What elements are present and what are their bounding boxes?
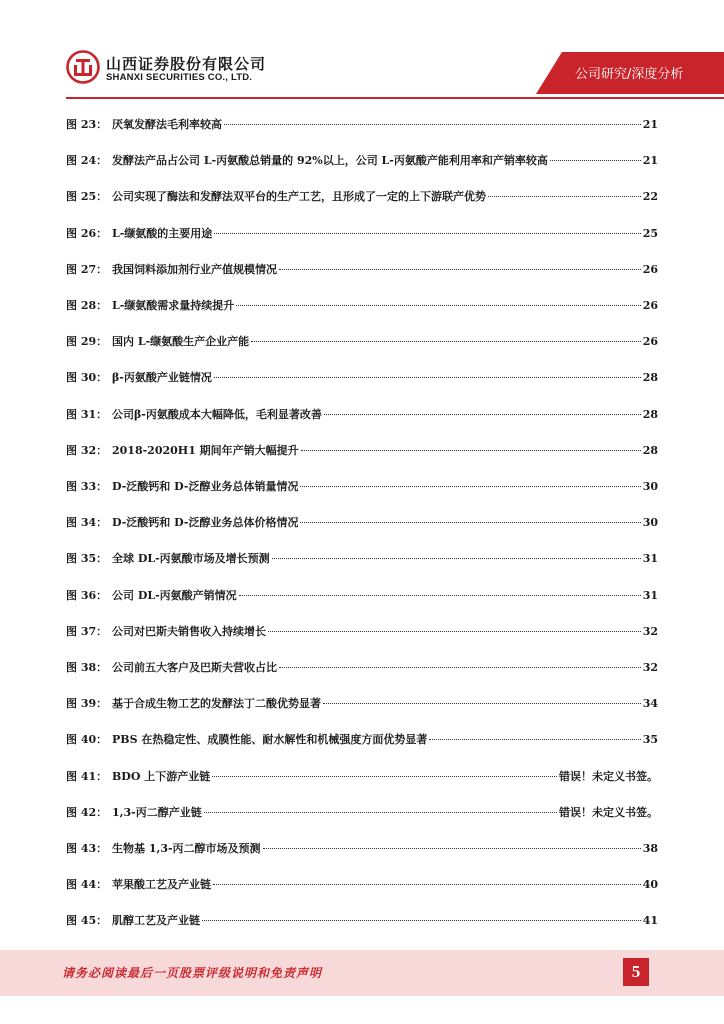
page-reference: 26: [642, 262, 658, 276]
toc-entry[interactable]: [66, 731, 658, 753]
dot-leader: [204, 812, 557, 813]
dot-leader: [301, 450, 641, 451]
figure-number: 图 30：: [66, 371, 108, 385]
figure-number: 图 35：: [66, 552, 108, 566]
figure-title[interactable]: PBS 在热稳定性、成膜性能、耐水解性和机械强度方面优势显著: [112, 733, 428, 747]
page-reference: 30: [642, 480, 658, 493]
header-divider: [66, 97, 724, 99]
dot-leader: [202, 920, 641, 921]
dot-leader: [272, 558, 641, 559]
figure-number: 图 34：: [66, 516, 108, 530]
figure-title[interactable]: 苹果酸工艺及产业链: [112, 878, 211, 892]
figure-title[interactable]: L-缬氨酸需求量持续提升: [112, 299, 235, 312]
figure-number: 图 27：: [66, 262, 108, 276]
figure-title[interactable]: 厌氧发酵法毛利率较高: [112, 118, 222, 131]
figure-number: 图 28：: [66, 299, 108, 312]
page-reference: 21: [642, 154, 658, 168]
figure-number: 图 39：: [66, 697, 108, 711]
toc-entry[interactable]: [66, 297, 658, 319]
page-reference: 32: [642, 624, 658, 638]
figure-number: 图 26：: [66, 226, 108, 240]
toc-entry[interactable]: [66, 514, 658, 536]
figure-title[interactable]: 公司对巴斯夫销售收入持续增长: [112, 624, 266, 638]
dot-leader: [279, 269, 641, 270]
dot-leader: [324, 414, 641, 415]
page-reference: 26: [642, 335, 658, 349]
dot-leader: [213, 884, 641, 885]
figure-number: 图 43：: [66, 842, 108, 855]
toc-entry[interactable]: [66, 478, 658, 500]
toc-entry[interactable]: [66, 912, 658, 934]
toc-entry[interactable]: [66, 116, 658, 138]
dot-leader: [214, 233, 640, 234]
page-reference: 41: [642, 914, 658, 928]
figure-title[interactable]: 国内 L-缬氨酸生产企业产能: [112, 335, 250, 349]
page-reference: 错误！未定义书签。: [559, 805, 658, 819]
report-section-label: 公司研究/深度分析: [575, 67, 684, 82]
company-name-cn: 山西证券股份有限公司: [106, 55, 267, 73]
figure-number: 图 38：: [66, 661, 108, 674]
figure-number: 图 41：: [66, 769, 108, 783]
toc-entry[interactable]: [66, 587, 658, 609]
page-reference: 31: [642, 552, 658, 566]
figure-title[interactable]: 发酵法产品占公司 L-丙氨酸总销量的 92%以上，公司 L-丙氨酸产能利用率和产销率较高: [112, 154, 548, 168]
figure-number: 图 40：: [66, 733, 108, 747]
page-reference: 31: [642, 588, 658, 602]
toc-entry[interactable]: [66, 695, 658, 717]
dot-leader: [212, 776, 557, 777]
dot-leader: [268, 631, 641, 632]
toc-entry[interactable]: [66, 659, 658, 681]
page-number: 5: [623, 958, 649, 986]
figure-title[interactable]: 我国饲料添加剂行业产值规模情况: [112, 262, 277, 276]
toc-entry[interactable]: [66, 225, 658, 247]
page-reference: 30: [642, 516, 658, 530]
figure-title[interactable]: 2018-2020H1 期间年产销大幅提升: [112, 443, 299, 457]
figure-title[interactable]: BDO 上下游产业链: [112, 769, 211, 783]
figure-number: 图 24：: [66, 154, 108, 168]
toc-entry[interactable]: [66, 406, 658, 428]
page-reference: 26: [642, 299, 658, 312]
toc-entry[interactable]: [66, 369, 658, 391]
page-reference: 28: [642, 371, 658, 385]
dot-leader: [300, 486, 640, 487]
toc-entry[interactable]: [66, 550, 658, 572]
company-name-en: SHANXI SECURITIES CO., LTD.: [106, 72, 253, 83]
page-reference: 40: [642, 878, 658, 892]
dot-leader: [263, 848, 641, 849]
figure-number: 图 33：: [66, 480, 108, 493]
figure-title[interactable]: L-缬氨酸的主要用途: [112, 226, 213, 240]
figure-title[interactable]: D-泛酸钙和 D-泛醇业务总体销量情况: [112, 480, 299, 493]
toc-entry[interactable]: [66, 261, 658, 283]
toc-entry[interactable]: [66, 804, 658, 826]
figure-number: 图 29：: [66, 335, 108, 349]
figure-title[interactable]: 1,3-丙二醇产业链: [112, 805, 202, 819]
dot-leader: [251, 341, 641, 342]
page-reference: 21: [642, 118, 658, 131]
figure-title[interactable]: 公司β-丙氨酸成本大幅降低，毛利显著改善: [112, 407, 322, 421]
page-reference: 32: [642, 661, 658, 674]
page-reference: 错误！未定义书签。: [559, 769, 658, 783]
page-reference: 34: [642, 697, 658, 711]
figure-number: 图 36：: [66, 588, 108, 602]
figure-number: 图 32：: [66, 443, 108, 457]
page-reference: 35: [642, 733, 658, 747]
figure-number: 图 23：: [66, 118, 108, 131]
figure-number: 图 31：: [66, 407, 108, 421]
toc-entry[interactable]: [66, 333, 658, 355]
figure-title[interactable]: 基于合成生物工艺的发酵法丁二酸优势显著: [112, 697, 321, 711]
figure-number: 图 42：: [66, 805, 108, 819]
toc-entry[interactable]: [66, 840, 658, 862]
toc-entry[interactable]: [66, 768, 658, 790]
page-reference: 22: [642, 190, 658, 204]
figure-title[interactable]: 公司 DL-丙氨酸产销情况: [112, 588, 237, 602]
figure-number: 图 37：: [66, 624, 108, 638]
toc-entry[interactable]: [66, 188, 658, 210]
toc-entry[interactable]: [66, 442, 658, 464]
page-footer: [0, 950, 724, 996]
figure-title[interactable]: β-丙氨酸产业链情况: [112, 371, 212, 385]
figure-number: 图 45：: [66, 914, 108, 928]
toc-entry[interactable]: [66, 152, 658, 174]
figure-title[interactable]: 全球 DL-丙氨酸市场及增长预测: [112, 552, 270, 566]
toc-entry[interactable]: [66, 623, 658, 645]
figure-number: 图 44：: [66, 878, 108, 892]
dot-leader: [214, 377, 641, 378]
dot-leader: [429, 739, 640, 740]
page-reference: 25: [642, 226, 658, 240]
figure-title[interactable]: D-泛酸钙和 D-泛醇业务总体价格情况: [112, 516, 299, 530]
toc-entry[interactable]: [66, 876, 658, 898]
figure-title[interactable]: 肌醇工艺及产业链: [112, 914, 200, 928]
page-reference: 28: [642, 443, 658, 457]
figure-title[interactable]: 公司前五大客户及巴斯夫营收占比: [112, 661, 277, 674]
dot-leader: [279, 667, 641, 668]
dot-leader: [488, 196, 641, 197]
dot-leader: [224, 124, 641, 125]
company-logo-icon: [66, 50, 100, 84]
figure-title[interactable]: 生物基 1,3-丙二醇市场及预测: [112, 842, 261, 855]
page-reference: 28: [642, 407, 658, 421]
dot-leader: [236, 305, 640, 306]
figure-title[interactable]: 公司实现了酶法和发酵法双平台的生产工艺，且形成了一定的上下游联产优势: [112, 190, 486, 204]
dot-leader: [323, 703, 641, 704]
dot-leader: [300, 522, 640, 523]
page-header: [0, 0, 724, 100]
disclaimer-notice: 请务必阅读最后一页股票评级说明和免责声明: [62, 966, 323, 980]
dot-leader: [239, 595, 641, 596]
dot-leader: [550, 160, 641, 161]
figure-number: 图 25：: [66, 190, 108, 204]
page-reference: 38: [642, 842, 658, 855]
